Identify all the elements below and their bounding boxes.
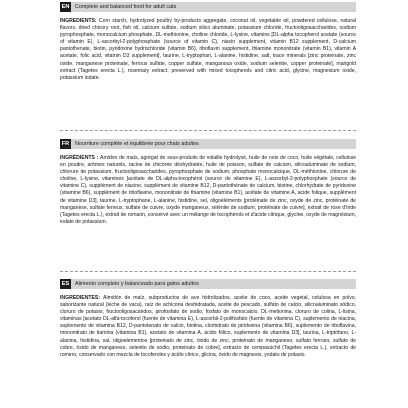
language-badge: EN bbox=[61, 4, 70, 10]
divider bbox=[60, 130, 356, 131]
ingredients-label: INGREDIENTES: bbox=[60, 295, 104, 301]
section-title: Alimento completo y balanceado para gatos adultos bbox=[75, 281, 199, 287]
ingredients-list: Corn starch, hydrolyzed poultry by-products aggregate, coconut oil, vegetable oil, powdered cellulose, natural flavors, dried chicory root, fish oil, calcium sulfate, sodium silico aluminate, potassium chloride, fructooligosaccharides, sodium pyrophosphate, monocalcium phosphate, DL-methionine, choline chloride, L-lysine, vitamins [DL-alpha tocopherol acetate (source of vitamin E), L-ascorbyl-2-polyphosphate (source of vitamin C), niacin supplement, vitamin B12 supplement, D-calcium pantothenate, biotin, pyridoxine hydrochloride (vitamin B6), riboflavin supplement, thiamine mononitrate (vitamin B1), vitamin A acetate, folic acid, vitamin D3 supplement], taurine, L-tryptophan, L-alanine, histidine, salt, trace minerals [zinc proteinate, zinc oxide, manganese proteinate, ferrous sulfate, copper sulfate, manganous oxide, sodium selenite, copper proteinate], marigold extract (Tagetes erecta L.), rosemary extract, preserved with mixed tocopherols and citric acid, glycine, magnesium oxide, potassium iodate. bbox=[60, 18, 356, 81]
ingredients-label: INGREDIENTS: bbox=[60, 18, 99, 24]
ingredients-list: Almidón de maíz, subproductos de ave hidrolizados, aceite de coco, aceite vegetal, celulosa en polvo, saborizante natural (leche de vaca), raíz de achicoria deshidratada, aceite de pescado, sulfato de calcio, silicoaluminato sódico, cloruro de potasio, fructooligosacáridos, pirofosfato de sodio, fosfato de monocalcio, DL-metionina, cloruro de colina, L-lisina, vitaminas [acetato DL-alfa-tocoferol (fuente de vitamina E), L-ascorbil-2-polifosfato (fuente de vitamina C), suplemento de niacina, suplemento de vitamina B12, D-pantotenato de calcio, biotina, clorhidrato de piridoxina (vitamina B6), suplemento de riboflavina, mononitrato de tiamina (vitamina B1), acetato de vitamina A, ácido fólico, suplemento de vitamina D3], taurina, L-triptófano, L-alanina, histidina, sal, oligoelementos [proteinato de zinc, óxido de zinc, proteinato de manganeso, sulfato ferroso, sulfato de cobre, óxido de manganeso, selenito de sodio, proteinato de cobre], extracto de cempasúchil (Tagetes erecta L.), extracto de romero, conservado con mezcla de tocoferoles y ácido cítrico, glicina, óxido de magnesio, yodato de potasio. bbox=[60, 295, 357, 358]
language-badge: ES bbox=[61, 281, 70, 287]
ingredients-text bbox=[60, 18, 356, 82]
language-badge: FR bbox=[61, 141, 70, 147]
section-header bbox=[60, 2, 356, 12]
section-title: Complete and balanced food for adult cats bbox=[75, 4, 177, 10]
section-header bbox=[60, 279, 356, 289]
ingredients-text bbox=[60, 155, 356, 226]
section-header bbox=[60, 139, 356, 149]
section-title: Nourriture complète et équilibrée pour chats adultes bbox=[75, 141, 199, 147]
ingredients-label: INGRÉDIENTS : bbox=[60, 155, 101, 161]
section-es bbox=[60, 279, 356, 359]
section-fr bbox=[60, 139, 356, 226]
section-en bbox=[60, 2, 356, 82]
ingredients-text bbox=[60, 295, 356, 359]
ingredients-list: Amidon de maïs, agrégat de sous-produits de volaille hydrolysé, huile de noix de coco, huile végétale, cellulose en poudre, arômes naturels, racine de chicorée déshydratée, huile de poisson, sulfate de calcium, silicoaluminate de sodium, chlorure de potassium, fructooligosaccharides, pyrophosphate de sodium, phosphate monocalcique, DL-méthionine, chlorure de choline, L-lysine, vitamines [acétate de DL-alpha-tocophérol (source de vitamine E), L-ascorbyl-2-polyphosphate (source de vitamine C), supplément de niacine, supplément de vitamine B12, D-pantothénate de calcium, biotine, chlorhydrate de pyridoxine (vitamine B6), supplément de riboflavine, mononitrate de thiamine (vitamine B1), acétate de vitamine A, acide folique, supplément de vitamine D3], taurine, L-tryptophane, L-alanine, histidine, sel, oligoéléments [protéinate de zinc, oxyde de zinc, protéinate de manganèse, sulfate ferreux, sulfate de cuivre, oxyde manganeux, sélénite de sodium, protéinate de cuivre], extrait de rose d'Inde (Tagetes erecta L.), extrait de romarin, conservé avec un mélange de tocophérols et d'acide citrique, glycine, oxyde de magnésium, iodate de potassium. bbox=[60, 155, 356, 225]
divider bbox=[60, 271, 356, 272]
